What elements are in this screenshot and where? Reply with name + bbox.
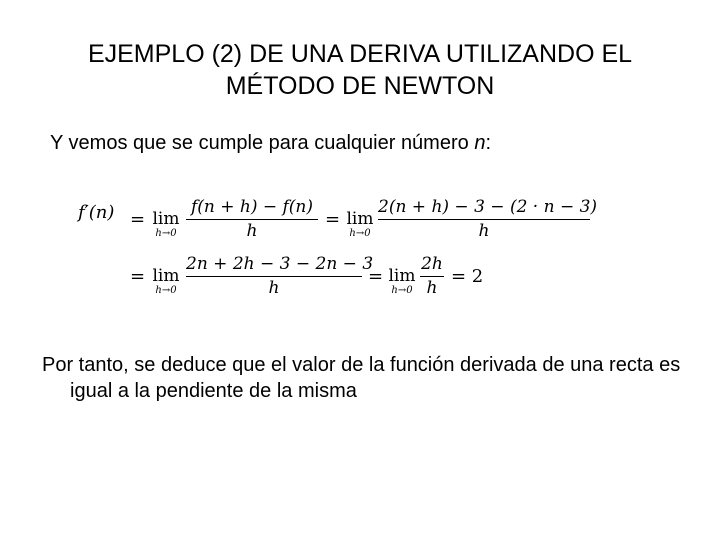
limit-subscript: h→0	[155, 228, 177, 239]
conclusion-text: Por tanto, se deduce que el valor de la función derivada de una recta es igual a la pendiente de la misma	[42, 354, 681, 402]
equals-sign: =	[368, 266, 384, 287]
fraction-denominator: h	[246, 221, 258, 241]
intro-colon: :	[485, 132, 491, 154]
equation-result: = 2	[451, 266, 484, 287]
limit-word: lim	[152, 266, 180, 286]
title-line-2: MÉTODO DE NEWTON	[225, 72, 495, 100]
intro-variable: n	[474, 132, 486, 154]
fraction-numerator: f(n + h) − f(n)	[190, 197, 314, 217]
limit-word: lim	[152, 209, 180, 229]
equals-sign: =	[325, 209, 341, 230]
fraction-substitution	[378, 196, 598, 242]
intro-sentence: Y vemos que se cumple para cualquier número	[50, 132, 475, 154]
equals-sign: =	[130, 209, 146, 230]
limit-subscript: h→0	[155, 285, 177, 296]
limit-word: lim	[388, 266, 416, 286]
limit-operator	[386, 267, 418, 297]
limit-subscript: h→0	[349, 228, 371, 239]
fraction-numerator: 2(n + h) − 3 − (2 · n − 3)	[378, 197, 598, 217]
title-line-1: EJEMPLO (2) DE UNA DERIVA UTILIZANDO EL	[87, 40, 633, 68]
equals-sign: =	[130, 266, 146, 287]
limit-subscript: h→0	[391, 285, 413, 296]
limit-operator	[344, 210, 376, 240]
limit-word: lim	[346, 209, 374, 229]
fraction-denominator: h	[426, 278, 438, 298]
limit-operator	[150, 210, 182, 240]
fraction-expanded	[186, 253, 374, 299]
fraction-numerator: 2n + 2h − 3 − 2n − 3	[186, 254, 374, 274]
fraction-definition	[186, 196, 318, 242]
fraction-simplified	[420, 253, 444, 299]
fraction-denominator: h	[478, 221, 490, 241]
limit-operator	[150, 267, 182, 297]
fraction-numerator: 2h	[421, 254, 443, 274]
derivative-lhs: f′(n)	[78, 202, 115, 223]
fraction-denominator: h	[268, 278, 280, 298]
